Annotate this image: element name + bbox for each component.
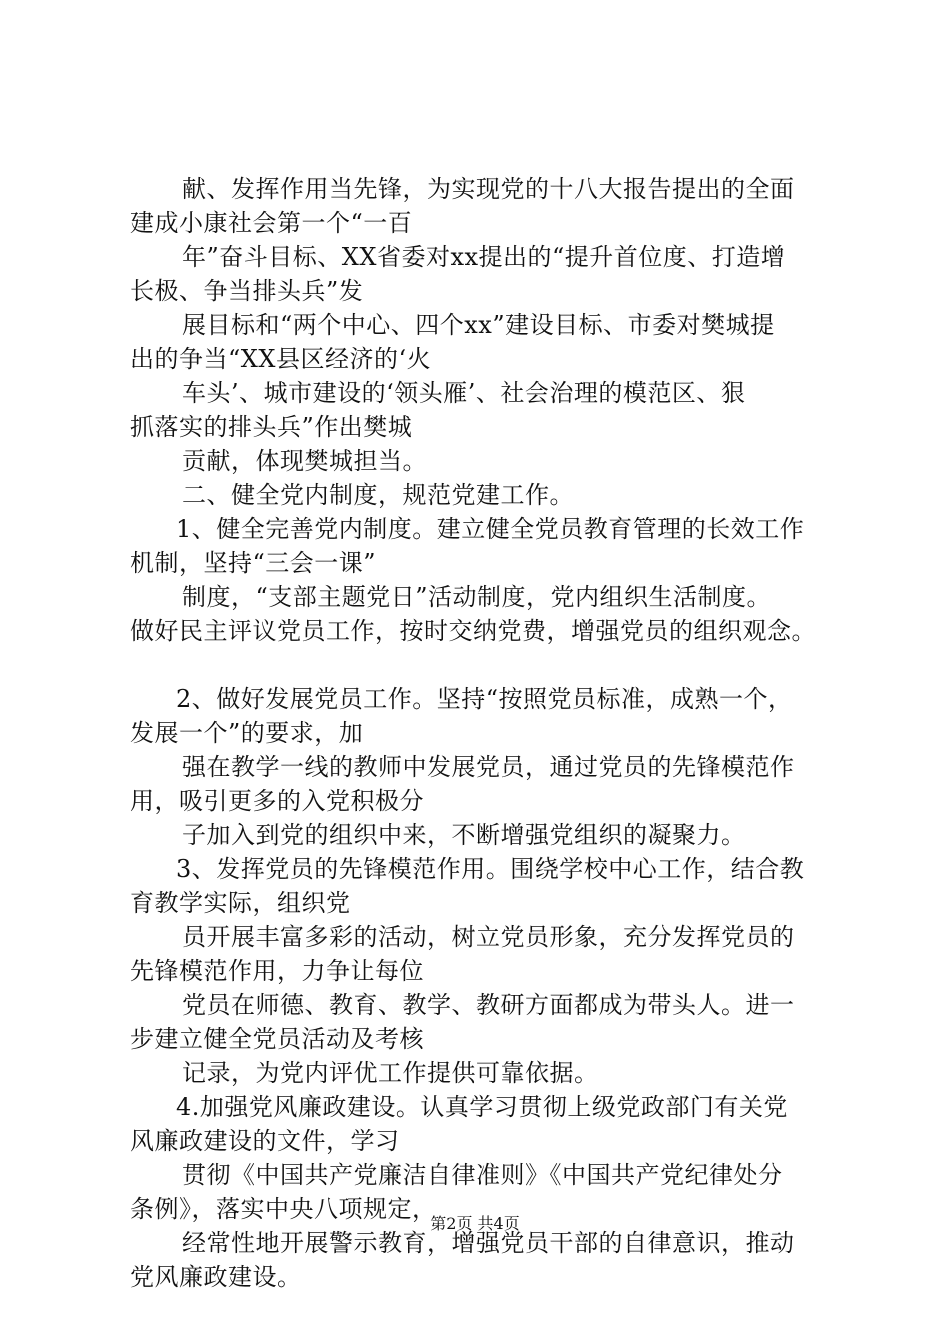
text-line: 4.加强党风廉政建设。认真学习贯彻上级党政部门有关党 xyxy=(176,1093,788,1121)
text-line: 2、做好发展党员工作。坚持“按照党员标准，成熟一个， xyxy=(176,685,793,713)
text-line: 记录，为党内评优工作提供可靠依据。 xyxy=(182,1059,599,1087)
text-line: 建成小康社会第一个“一百 xyxy=(130,209,413,237)
text-line: 献、发挥作用当先锋，为实现党的十八大报告提出的全面 xyxy=(182,175,795,203)
text-line: 党风廉政建设。 xyxy=(130,1263,302,1291)
text-line: 员开展丰富多彩的活动，树立党员形象，充分发挥党员的 xyxy=(182,923,795,951)
text-line: 展目标和“两个中心、四个xx”建设目标、市委对樊城提 xyxy=(182,311,775,339)
text-line: 经常性地开展警示教育，增强党员干部的自律意识，推动 xyxy=(182,1229,795,1257)
section-heading: 二、健全党内制度，规范党建工作。 xyxy=(182,481,574,509)
document-body xyxy=(130,172,840,1294)
text-line: 车头’、城市建设的‘领头雁’、社会治理的模范区、狠 xyxy=(182,379,746,407)
text-line: 1、健全完善党内制度。建立健全党员教育管理的长效工作 xyxy=(176,515,805,543)
text-line: 抓落实的排头兵”作出樊城 xyxy=(130,413,413,441)
text-line: 风廉政建设的文件，学习 xyxy=(130,1127,400,1155)
text-line: 贡献，体现樊城担当。 xyxy=(182,447,427,475)
text-line: 发展一个”的要求，加 xyxy=(130,719,364,747)
text-line: 年”奋斗目标、XX省委对xx提出的“提升首位度、打造增 xyxy=(182,243,786,271)
text-line: 贯彻《中国共产党廉洁自律准则》《中国共产党纪律处分 xyxy=(182,1161,783,1189)
text-line: 制度，“支部主题党日”活动制度，党内组织生活制度。 xyxy=(182,583,772,611)
text-line: 子加入到党的组织中来，不断增强党组织的凝聚力。 xyxy=(182,821,746,849)
page-number-footer: 第2页 共4页 xyxy=(430,1214,520,1233)
text-line: 用，吸引更多的入党积极分 xyxy=(130,787,424,815)
text-line: 条例》，落实中央八项规定， xyxy=(130,1195,437,1223)
text-line: 机制，坚持“三会一课” xyxy=(130,549,377,577)
paragraph-gap xyxy=(130,648,840,682)
text-line: 步建立健全党员活动及考核 xyxy=(130,1025,424,1053)
text-line: 3、发挥党员的先锋模范作用。围绕学校中心工作，结合教 xyxy=(176,855,805,883)
text-line: 育教学实际，组织党 xyxy=(130,889,351,917)
text-line: 先锋模范作用，力争让每位 xyxy=(130,957,424,985)
text-line: 党员在师德、教育、教学、教研方面都成为带头人。进一 xyxy=(182,991,795,1019)
text-line: 强在教学一线的教师中发展党员，通过党员的先锋模范作 xyxy=(182,753,795,781)
text-line: 长极、争当排头兵”发 xyxy=(130,277,364,305)
text-line: 做好民主评议党员工作，按时交纳党费，增强党员的组织观念。 xyxy=(130,617,816,645)
text-line: 出的争当“XX县区经济的‘火 xyxy=(130,345,432,373)
